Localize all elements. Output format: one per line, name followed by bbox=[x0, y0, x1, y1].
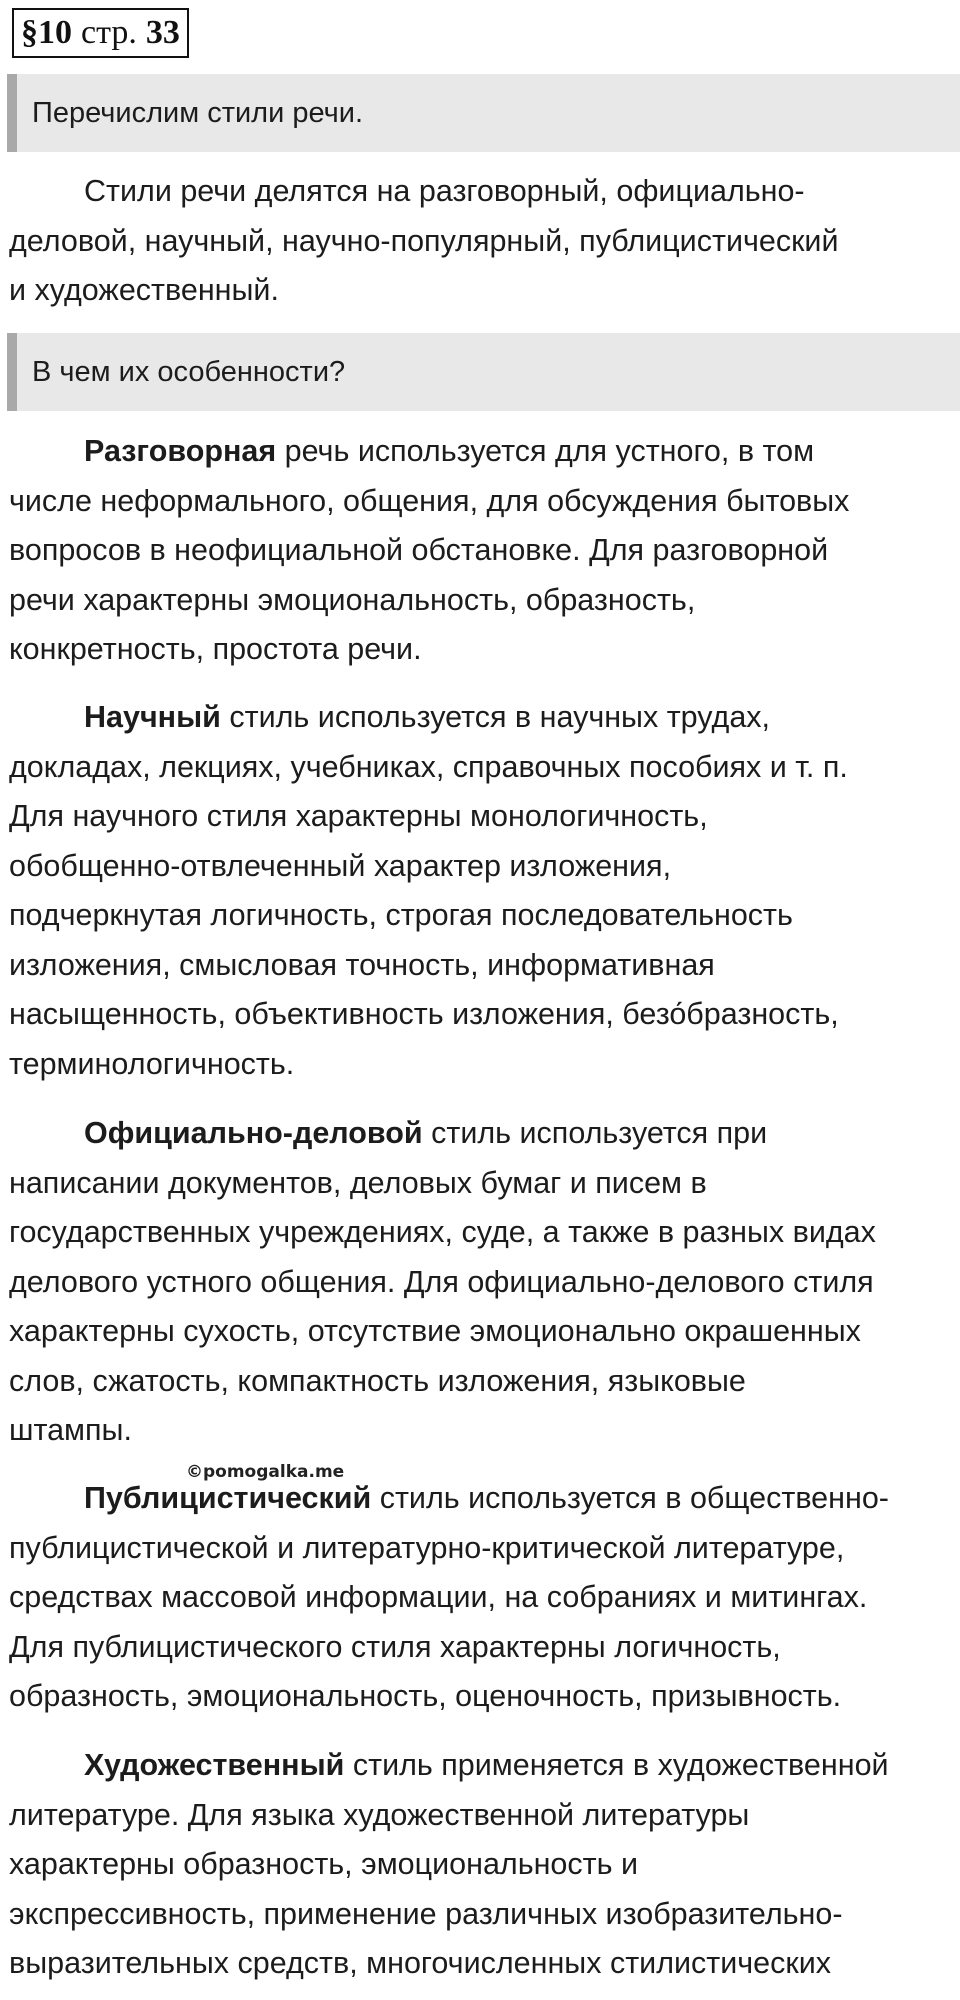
text-line: делового устного общения. Для официально-делового стиля bbox=[9, 1264, 874, 1299]
page-header bbox=[12, 8, 189, 58]
style-term: Научный bbox=[84, 700, 221, 734]
text-line: терминологичность. bbox=[9, 1046, 295, 1081]
style-term: Официально-деловой bbox=[84, 1116, 423, 1150]
question-banner bbox=[7, 74, 960, 152]
question-text: В чем их особенности? bbox=[32, 355, 346, 388]
style-term: Художественный bbox=[84, 1748, 345, 1782]
text-line: вопросов в неофициальной обстановке. Для разговорной bbox=[9, 533, 829, 567]
text-line: насыщенность, объективность изложения, безо́бразность, bbox=[9, 997, 839, 1031]
page-label: стр. bbox=[81, 14, 137, 51]
text-line: подчеркнутая логичность, строгая последовательность bbox=[9, 898, 793, 932]
style-term: Разговорная bbox=[84, 434, 277, 468]
text-line: Для научного стиля характерны монологичность, bbox=[9, 799, 708, 833]
text-line: характерны образность, эмоциональность и bbox=[9, 1847, 639, 1881]
page-number: 33 bbox=[145, 14, 180, 51]
text-line: экспрессивность, применение различных изобразительно- bbox=[9, 1896, 843, 1931]
text-line: Для публицистического стиля характерны логичность, bbox=[9, 1629, 781, 1664]
text-line: публицистической и литературно-критической литературе, bbox=[9, 1530, 845, 1565]
text-line: средствах массовой информации, на собраниях и митингах. bbox=[9, 1580, 868, 1614]
style-paragraph-official bbox=[9, 1109, 960, 1456]
text-line: Научный стиль используется в научных трудах, bbox=[84, 700, 771, 734]
question-banner bbox=[7, 333, 960, 411]
text-line: Художественный стиль применяется в художественной bbox=[84, 1748, 889, 1782]
text-line: литературе. Для языка художественной литературы bbox=[9, 1797, 750, 1832]
text-line: характерны сухость, отсутствие эмоционально окрашенных bbox=[9, 1314, 861, 1348]
text-line: числе неформального, общения, для обсуждения бытовых bbox=[9, 483, 850, 518]
style-paragraph-artistic bbox=[9, 1741, 960, 1989]
text-line: деловой, научный, научно-популярный, публицистический bbox=[9, 223, 839, 258]
text-line: государственных учреждениях, суде, а также в разных видах bbox=[9, 1215, 876, 1249]
text-line: докладах, лекциях, учебниках, справочных пособиях и т. п. bbox=[9, 749, 848, 784]
text-line: Официально-деловой стиль используется при bbox=[84, 1116, 768, 1150]
text-line: слов, сжатость, компактность изложения, языковые bbox=[9, 1363, 746, 1398]
text-line: Стили речи делятся на разговорный, официально- bbox=[84, 174, 805, 208]
text-line: образность, эмоциональность, оценочность, призывность. bbox=[9, 1679, 842, 1713]
question-text: Перечислим стили речи. bbox=[32, 96, 364, 129]
style-paragraph-scientific bbox=[9, 693, 960, 1089]
intro-paragraph bbox=[9, 167, 960, 316]
style-paragraph-publicistic bbox=[9, 1474, 960, 1722]
text-line: Разговорная речь используется для устного, в том bbox=[84, 434, 815, 468]
text-line: штампы. bbox=[9, 1413, 132, 1447]
text-line: обобщенно-отвлеченный характер изложения, bbox=[9, 848, 672, 883]
text-line: Публицистический стиль используется в общественно- bbox=[84, 1481, 889, 1515]
text-line: изложения, смысловая точность, информативная bbox=[9, 947, 715, 982]
style-paragraph-colloquial bbox=[9, 427, 960, 675]
text-line: написании документов, деловых бумаг и писем в bbox=[9, 1165, 707, 1200]
text-line: и художественный. bbox=[9, 273, 279, 307]
text-line: речи характерны эмоциональность, образность, bbox=[9, 582, 696, 617]
watermark-text: ©pomogalka.me bbox=[186, 1462, 345, 1482]
section-number: §10 bbox=[21, 14, 72, 51]
text-line: выразительных средств, многочисленных стилистических bbox=[9, 1946, 832, 1980]
style-term: Публицистический bbox=[84, 1481, 372, 1515]
text-line: конкретность, простота речи. bbox=[9, 632, 422, 666]
